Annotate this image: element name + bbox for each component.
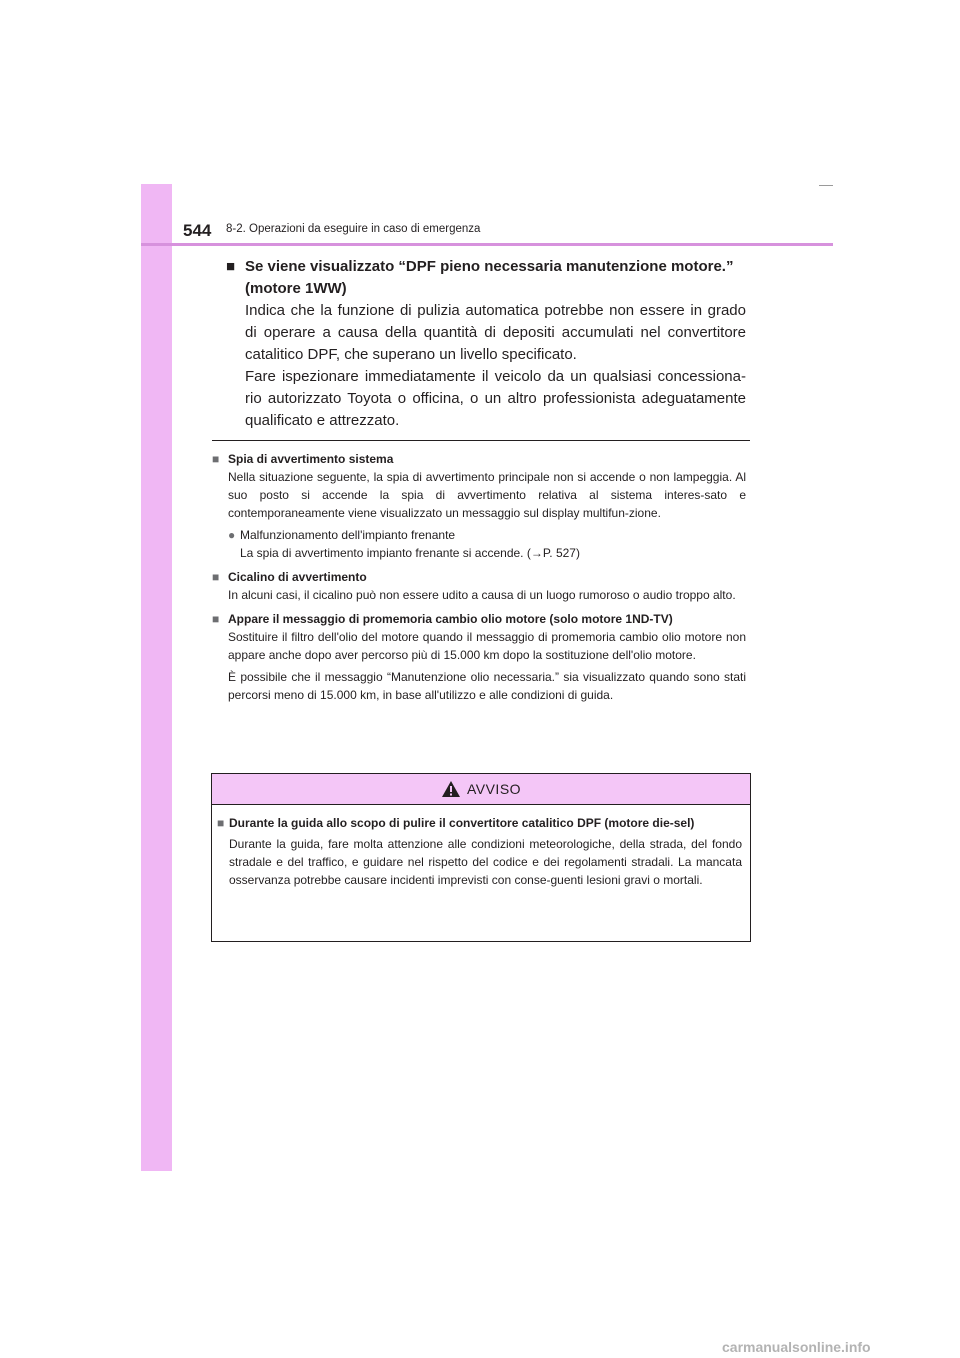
warning-text: Durante la guida, fare molta attenzione alle condizioni meteorologiche, della strada, del fondo stradale e del traffico, e guidare nel rispetto del codice e dei regolamenti stradali. La mancata osservanza potrebbe causare incidenti imprevisti con conse-guenti lesioni gravi o mortali. [229,837,742,887]
note-text: Sostituire il filtro dell'olio del motore quando il messaggio di promemoria cambio olio motore non appare anche dopo aver percorso più di 15.000 km dopo la sostituzione dell'olio motore. [228,630,746,662]
note-bullet [228,526,746,562]
note-text: È possibile che il messaggio “Manutenzione olio necessaria.” sia visualizzato quando sono stati percorsi meno di 15.000 km, in base all'utilizzo e alle condizioni di guida. [228,670,746,702]
round-bullet-icon: ● [228,528,236,542]
note-item [212,568,746,604]
square-bullet-icon: ■ [212,452,220,466]
main-topic-heading [226,256,746,300]
crop-mark [819,185,833,186]
note-title: Cicalino di avvertimento [228,570,367,584]
section-title: 8-2. Operazioni da eseguire in caso di emergenza [226,223,481,235]
watermark: carmanualsonline.info [722,1339,871,1355]
square-bullet-icon: ■ [212,570,220,584]
square-bullet-icon: ■ [226,258,236,275]
chapter-sidebar-tab [141,184,172,1171]
note-title: Appare il messaggio di promemoria cambio olio motore (solo motore 1ND-TV) [228,612,673,626]
square-bullet-icon: ■ [217,816,225,830]
bullet-title: Malfunzionamento dell'impianto frenante [240,528,456,542]
warning-label: AVVISO [466,781,522,797]
warning-box [211,773,751,942]
header-rule [141,243,833,246]
note-item [212,610,746,704]
note-text: In alcuni casi, il cicalino può non essere udito a causa di un luogo rumoroso o audio troppo alto. [228,588,736,602]
bullet-text: La spia di avvertimento impianto frenante si accende. (→P. 527) [240,546,580,560]
warning-triangle-icon [441,780,461,798]
main-topic [226,256,746,432]
main-topic-paragraph: Fare ispezionare immediatamente il veicolo da un qualsiasi concessiona-rio autorizzato Toyota o officina, o un altro professionista adeguatamente qualificato e attrezzato. [245,368,746,429]
main-topic-title: Se viene visualizzato “DPF pieno necessaria manutenzione motore.” (motore 1WW) [245,258,734,297]
warning-title: Durante la guida allo scopo di pulire il convertitore catalitico DPF (motore die-sel) [229,816,695,830]
page-number: 544 [183,221,212,240]
square-bullet-icon: ■ [212,612,220,626]
main-topic-paragraph: Indica che la funzione di pulizia automatica potrebbe non essere in grado di operare a causa della quantità di depositi accumulati nel convertitore catalitico DPF, che superano un livello specificato. [245,302,746,363]
note-text: Nella situazione seguente, la spia di avvertimento principale non si accende o non lampeggia. Al suo posto si accende la spia di avvertimento relativa al sistema interes-sato e contemporaneamente viene visualizzato un messaggio sul display multifun-zione. [228,470,746,520]
section-divider [212,440,750,441]
note-title: Spia di avvertimento sistema [228,452,394,466]
notes-section [212,450,746,710]
warning-header [212,774,750,805]
note-item [212,450,746,562]
